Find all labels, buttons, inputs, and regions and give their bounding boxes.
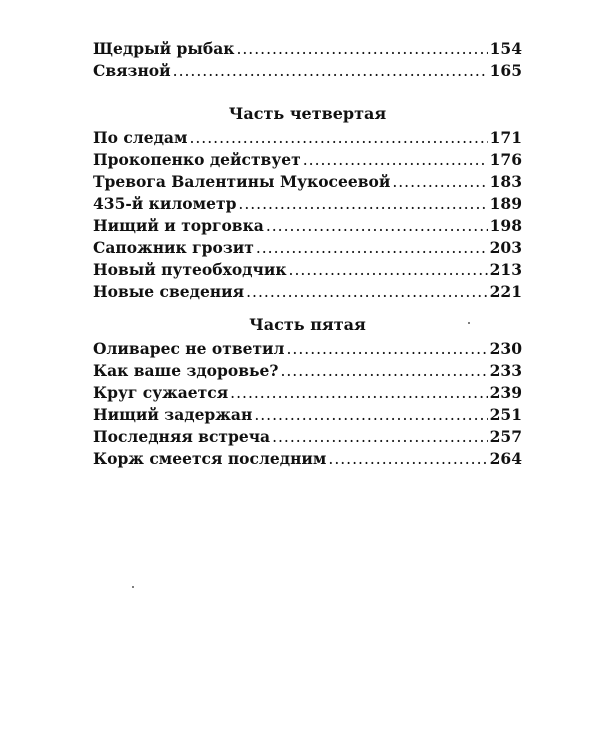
toc-entry-page: 264 bbox=[489, 449, 522, 468]
section-heading: Часть пятая bbox=[249, 315, 366, 334]
toc-entry-page: 154 bbox=[489, 39, 522, 58]
dot-leader bbox=[289, 259, 488, 281]
toc-entry-title: Как ваше здоровье? bbox=[93, 361, 279, 380]
toc-entry-page: 230 bbox=[489, 339, 522, 358]
dot-leader bbox=[246, 281, 488, 303]
toc-entry bbox=[93, 38, 522, 60]
toc-entry bbox=[93, 338, 522, 360]
toc-entry bbox=[93, 382, 522, 404]
toc-entry-page: 221 bbox=[489, 282, 522, 301]
toc-block-part-four bbox=[93, 103, 522, 303]
toc-entry-title: Нищий и торговка bbox=[93, 216, 264, 235]
dot-leader bbox=[173, 60, 488, 82]
scan-speck bbox=[132, 586, 134, 588]
toc-entry bbox=[93, 281, 522, 303]
dot-leader bbox=[254, 404, 487, 426]
toc-entry bbox=[93, 259, 522, 281]
toc-entry bbox=[93, 149, 522, 171]
toc-entry-page: 213 bbox=[489, 260, 522, 279]
toc-entry-page: 165 bbox=[489, 61, 522, 80]
toc-entry-page: 189 bbox=[489, 194, 522, 213]
dot-leader bbox=[272, 426, 488, 448]
toc-entry-title: По следам bbox=[93, 128, 188, 147]
dot-leader bbox=[328, 448, 487, 470]
toc-entry-page: 183 bbox=[489, 172, 522, 191]
toc-entry bbox=[93, 60, 522, 82]
scan-speck bbox=[468, 322, 470, 324]
toc-entry-title: Тревога Валентины Мукосеевой bbox=[93, 172, 391, 191]
toc-entry-title: Сапожник грозит bbox=[93, 238, 254, 257]
toc-entry bbox=[93, 193, 522, 215]
dot-leader bbox=[266, 215, 488, 237]
toc-block-part-five bbox=[93, 314, 522, 470]
dot-leader bbox=[236, 38, 487, 60]
toc-entry-page: 203 bbox=[489, 238, 522, 257]
dot-leader bbox=[303, 149, 488, 171]
toc-entry-title: Щедрый рыбак bbox=[93, 39, 235, 58]
toc-entry-page: 251 bbox=[489, 405, 522, 424]
dot-leader bbox=[286, 338, 487, 360]
toc-entry-title: Оливарес не ответил bbox=[93, 339, 285, 358]
toc-entry-page: 233 bbox=[489, 361, 522, 380]
dot-leader bbox=[230, 382, 487, 404]
dot-leader bbox=[238, 193, 487, 215]
toc-entry-page: 198 bbox=[489, 216, 522, 235]
dot-leader bbox=[256, 237, 488, 259]
toc-entry-page: 239 bbox=[489, 383, 522, 402]
toc-entry bbox=[93, 127, 522, 149]
toc-entry-title: Нищий задержан bbox=[93, 405, 253, 424]
toc-entry bbox=[93, 215, 522, 237]
toc-entry-title: Связной bbox=[93, 61, 171, 80]
toc-entry bbox=[93, 360, 522, 382]
toc-block-continuation bbox=[93, 38, 522, 82]
dot-leader bbox=[189, 127, 487, 149]
toc-entry-title: Прокопенко действует bbox=[93, 150, 301, 169]
toc-entry-title: Корж смеется последним bbox=[93, 449, 327, 468]
toc-entry bbox=[93, 237, 522, 259]
toc-entry-page: 176 bbox=[489, 150, 522, 169]
toc-entry bbox=[93, 404, 522, 426]
toc-entry-title: 435-й километр bbox=[93, 194, 237, 213]
toc-entry-title: Новый путеобходчик bbox=[93, 260, 287, 279]
toc-entry bbox=[93, 426, 522, 448]
toc-entry-title: Последняя встреча bbox=[93, 427, 271, 446]
toc-entry-page: 171 bbox=[489, 128, 522, 147]
dot-leader bbox=[392, 171, 487, 193]
section-heading: Часть четвертая bbox=[228, 104, 387, 123]
toc-entry-page: 257 bbox=[489, 427, 522, 446]
toc-entry bbox=[93, 448, 522, 470]
toc-entry bbox=[93, 171, 522, 193]
toc-entry-title: Круг сужается bbox=[93, 383, 229, 402]
dot-leader bbox=[280, 360, 487, 382]
toc-entry-title: Новые сведения bbox=[93, 282, 245, 301]
